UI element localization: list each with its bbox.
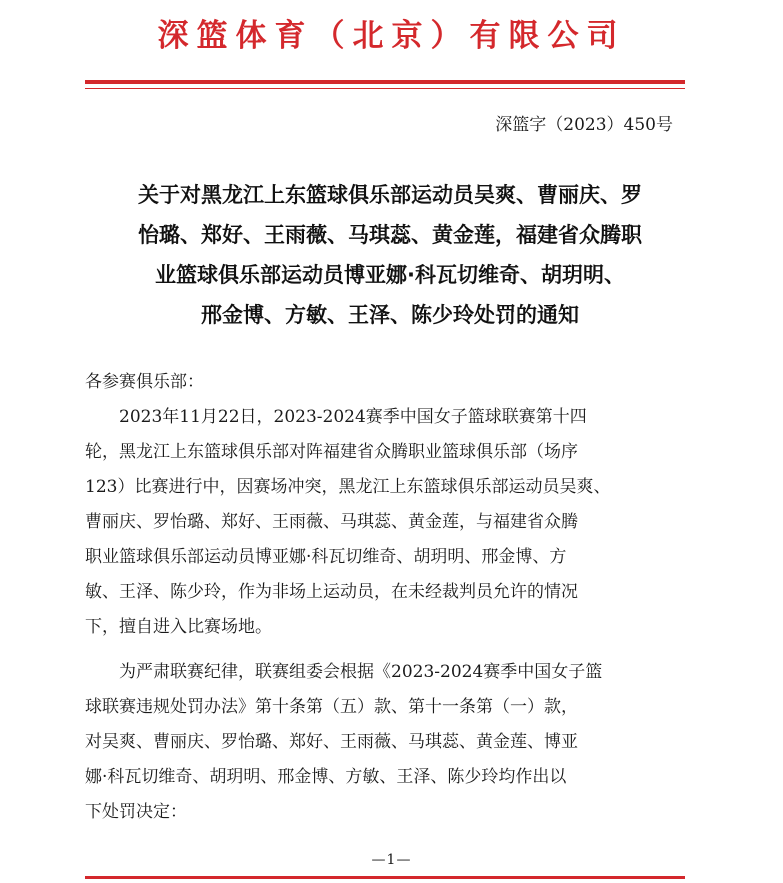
paragraph-gap bbox=[85, 645, 705, 655]
paragraph-line: 为严肃联赛纪律，联赛组委会根据《2023-2024赛季中国女子篮 bbox=[119, 662, 603, 682]
title-line: 怡璐、郑好、王雨薇、马琪蕊、黄金莲，福建省众腾职 bbox=[138, 223, 642, 247]
document-number: 深篮字（2023）450号 bbox=[495, 115, 673, 135]
paragraph-line: 对吴爽、曹丽庆、罗怡璐、郑好、王雨薇、马琪蕊、黄金莲、博亚 bbox=[85, 732, 578, 752]
paragraph-line: 球联赛违规处罚办法》第十条第（五）款、第十一条第（一）款， bbox=[85, 697, 578, 717]
paragraph-line: 职业篮球俱乐部运动员博亚娜·科瓦切维奇、胡玥明、邢金博、方 bbox=[85, 547, 567, 567]
title-line: 邢金博、方敏、王泽、陈少玲处罚的通知 bbox=[201, 303, 579, 327]
paragraph-incident bbox=[85, 400, 705, 645]
title-line: 关于对黑龙江上东篮球俱乐部运动员吴爽、曹丽庆、罗 bbox=[138, 183, 642, 207]
notice-body bbox=[85, 365, 705, 830]
paragraph-line: 敏、王泽、陈少玲，作为非场上运动员，在未经裁判员允许的情况 bbox=[85, 582, 578, 602]
paragraph-line: 下，擅自进入比赛场地。 bbox=[85, 617, 272, 637]
notice-title bbox=[70, 175, 710, 335]
letterhead-rule-thin bbox=[85, 88, 685, 89]
paragraph-line: 曹丽庆、罗怡璐、郑好、王雨薇、马琪蕊、黄金莲，与福建省众腾 bbox=[85, 512, 578, 532]
footer-rule bbox=[85, 876, 685, 879]
page-number: —1— bbox=[371, 852, 412, 868]
salutation: 各参赛俱乐部： bbox=[85, 372, 204, 392]
paragraph-line: 娜·科瓦切维奇、胡玥明、邢金博、方敏、王泽、陈少玲均作出以 bbox=[85, 767, 567, 787]
paragraph-penalty-basis bbox=[85, 655, 705, 830]
paragraph-line: 下处罚决定： bbox=[85, 802, 187, 822]
paragraph-line: 123）比赛进行中，因赛场冲突，黑龙江上东篮球俱乐部运动员吴爽、 bbox=[85, 477, 611, 497]
paragraph-line: 轮，黑龙江上东篮球俱乐部对阵福建省众腾职业篮球俱乐部（场序 bbox=[85, 442, 578, 462]
title-line: 业篮球俱乐部运动员博亚娜·科瓦切维奇、胡玥明、 bbox=[155, 263, 625, 287]
letterhead-rule-thick bbox=[85, 80, 685, 84]
letterhead-org-name: 深篮体育（北京）有限公司 bbox=[157, 18, 626, 54]
paragraph-line: 2023年11月22日，2023-2024赛季中国女子篮球联赛第十四 bbox=[119, 407, 587, 427]
